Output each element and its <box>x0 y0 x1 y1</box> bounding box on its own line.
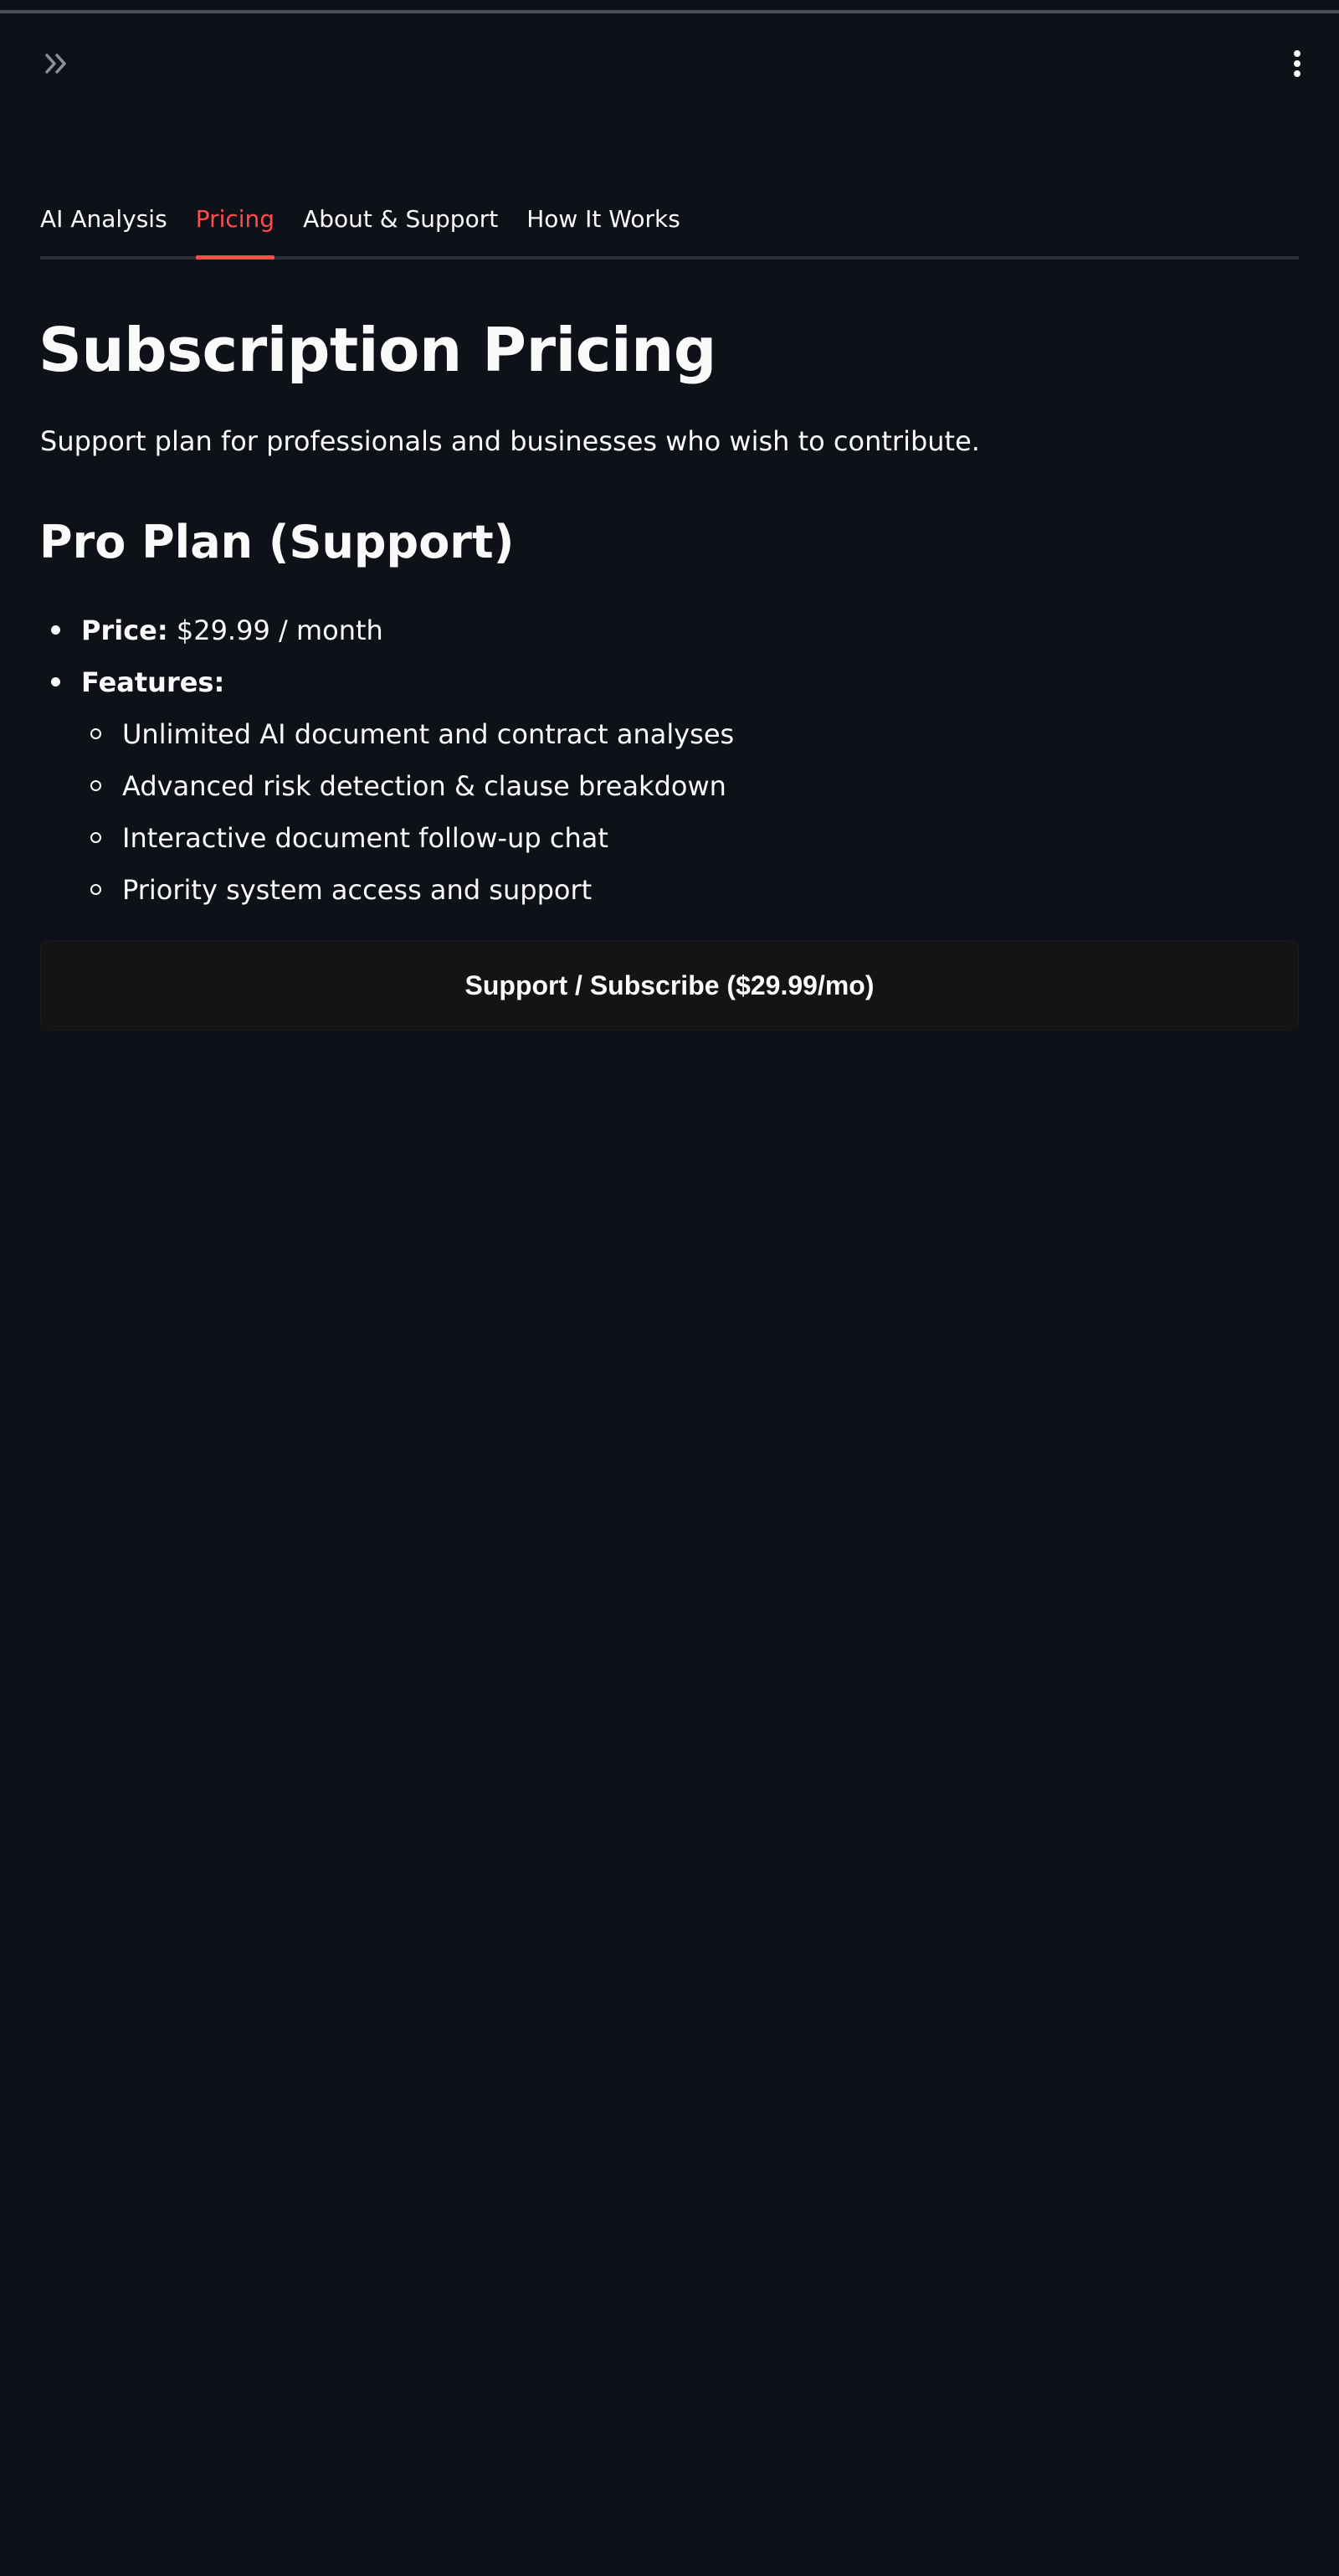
top-bar <box>0 0 1339 7</box>
feature-item: Interactive document follow-up chat <box>81 812 734 864</box>
main-menu-button[interactable] <box>1279 45 1316 82</box>
tab-pricing[interactable]: Pricing <box>196 199 274 256</box>
feature-item: Unlimited AI document and contract analyses <box>81 708 734 760</box>
plan-details-list <box>40 604 734 916</box>
price-item <box>40 604 734 656</box>
tab-bar <box>40 199 1299 260</box>
features-item <box>40 656 734 916</box>
page-title: Subscription Pricing <box>38 315 716 385</box>
plan-heading: Pro Plan (Support) <box>39 516 515 568</box>
page-subtitle: Support plan for professionals and businesses who wish to contribute. <box>40 425 980 457</box>
features-list <box>81 708 734 916</box>
tab-about-support[interactable]: About & Support <box>303 205 499 233</box>
price-value: $29.99 / month <box>176 614 383 646</box>
tab-ai-analysis[interactable]: AI Analysis <box>40 205 167 233</box>
subscribe-button[interactable]: Support / Subscribe ($29.99/mo) <box>40 940 1299 1031</box>
vertical-ellipsis-icon <box>1292 49 1302 78</box>
tab-how-it-works[interactable]: How It Works <box>526 205 680 233</box>
price-label: Price: <box>81 614 168 646</box>
sidebar-toggle-button[interactable] <box>37 47 77 80</box>
feature-item: Priority system access and support <box>81 864 734 916</box>
double-chevron-right-icon <box>44 52 70 75</box>
top-divider-line <box>0 10 1339 13</box>
features-label: Features: <box>81 666 225 698</box>
feature-item: Advanced risk detection & clause breakdown <box>81 760 734 812</box>
